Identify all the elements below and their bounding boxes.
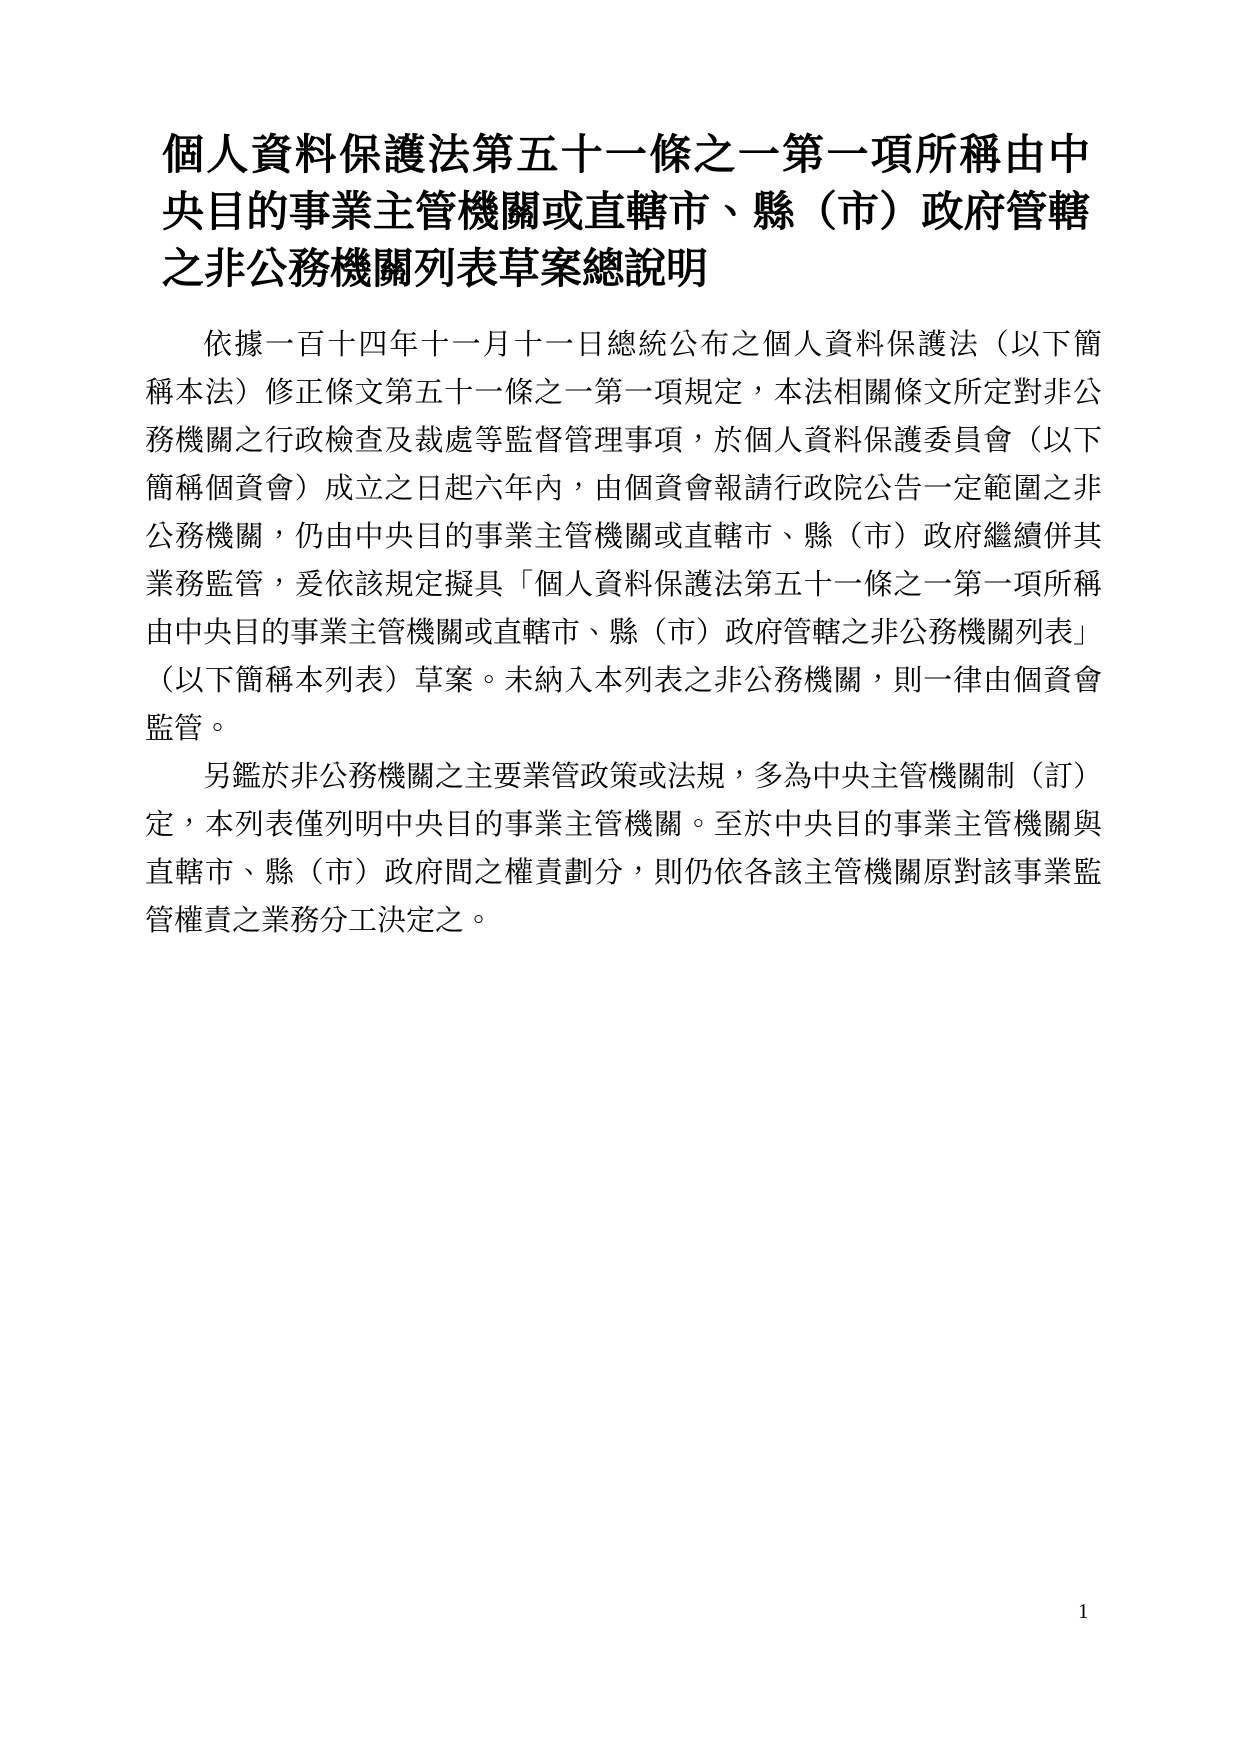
text-line: 另鑑於非公務機關之主要業管政策或法規，多為中央主管機關制（訂） xyxy=(203,761,1102,793)
text-line: 監管。 xyxy=(145,713,233,745)
text-line: 簡稱個資會）成立之日起六年內，由個資會報請行政院公告一定範圍之非 xyxy=(145,473,1102,505)
text-line: 稱本法）修正條文第五十一條之一第一項規定，本法相關條文所定對非公 xyxy=(145,377,1102,409)
document-title xyxy=(162,128,1090,299)
text-line: 依據一百十四年十一月十一日總統公布之個人資料保護法（以下簡 xyxy=(203,329,1102,361)
page-number: 1 xyxy=(1078,1599,1089,1623)
text-line: 務機關之行政檢查及裁處等監督管理事項，於個人資料保護委員會（以下 xyxy=(145,425,1102,457)
paragraph-1 xyxy=(145,321,1102,753)
title-line-1: 個人資料保護法第五十一條之一第一項所稱由中 xyxy=(162,133,1090,179)
paragraph-2 xyxy=(145,753,1102,945)
text-line: 直轄市、縣（市）政府間之權責劃分，則仍依各該主管機關原對該事業監 xyxy=(145,857,1102,889)
title-line-3: 之非公務機關列表草案總說明 xyxy=(162,247,709,293)
text-line: 公務機關，仍由中央目的事業主管機關或直轄市、縣（市）政府繼續併其 xyxy=(145,521,1102,553)
text-line: 管權責之業務分工決定之。 xyxy=(145,905,494,937)
text-line: 業務監管，爰依該規定擬具「個人資料保護法第五十一條之一第一項所稱 xyxy=(145,569,1102,601)
title-line-2: 央目的事業主管機關或直轄市、縣（市）政府管轄 xyxy=(162,190,1090,236)
document-body xyxy=(145,321,1102,945)
text-line: 由中央目的事業主管機關或直轄市、縣（市）政府管轄之非公務機關列表」 xyxy=(145,617,1102,649)
text-line: 定，本列表僅列明中央目的事業主管機關。至於中央目的事業主管機關與 xyxy=(145,809,1102,841)
text-line: （以下簡稱本列表）草案。未納入本列表之非公務機關，則一律由個資會 xyxy=(145,665,1102,697)
